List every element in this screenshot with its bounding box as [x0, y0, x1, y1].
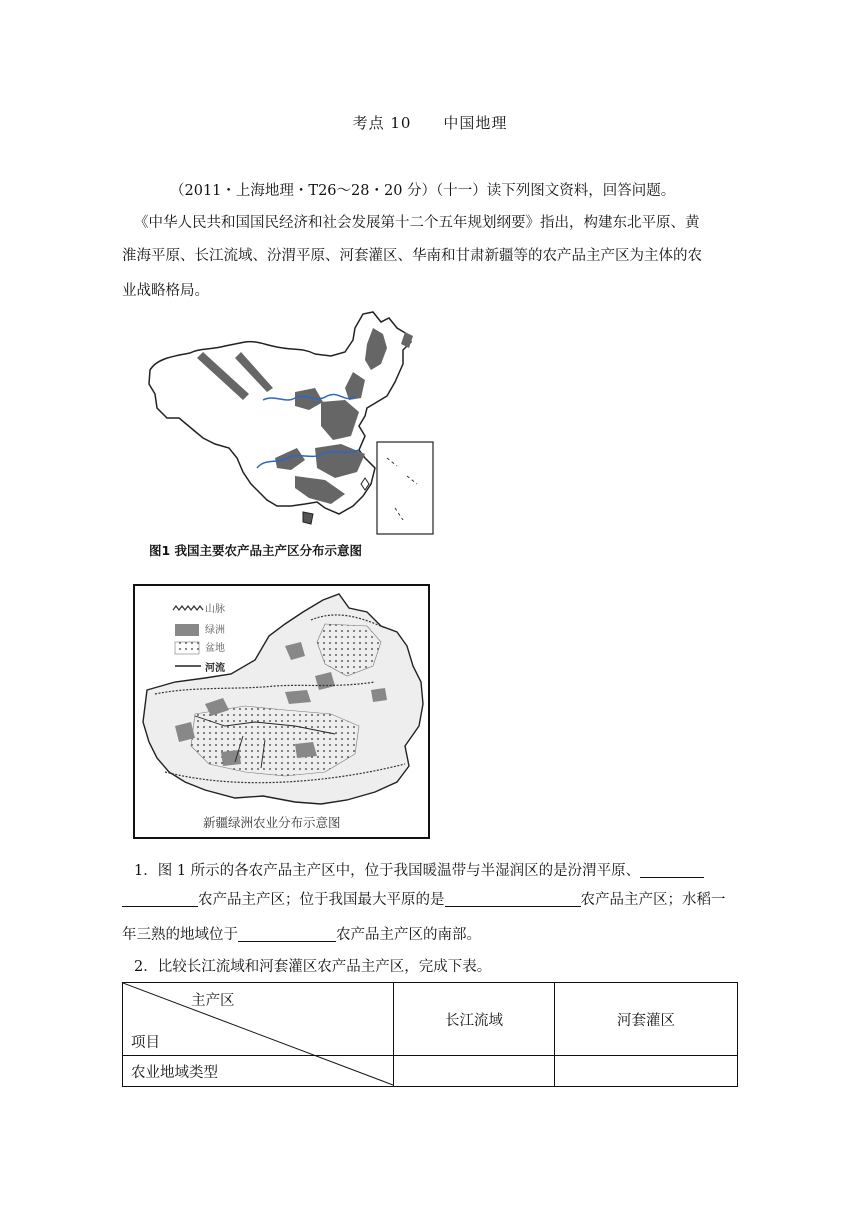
intro-line-3: 业战略格局。	[122, 283, 209, 299]
question2-prompt: 2．比较长江流域和河套灌区农产品主产区，完成下表。	[134, 959, 492, 975]
answer-cell-yangtze[interactable]	[394, 1056, 555, 1087]
answer-blank-3[interactable]	[238, 926, 336, 942]
row-label-agri-type: 农业地域类型	[123, 1056, 394, 1087]
basin-legend-icon	[175, 642, 199, 654]
legend-river-label: 河流	[205, 663, 225, 674]
answer-blank-1b[interactable]	[122, 891, 198, 907]
question-source: （2011・上海地理・T26～28・20 分）（十一）读下列图文资料，回答问题。	[170, 183, 676, 199]
answer-cell-hetao[interactable]	[555, 1056, 738, 1087]
header-yangtze: 长江流域	[394, 983, 555, 1056]
mountain-legend-icon	[173, 606, 203, 610]
figure1-caption: 图1 我国主要农产品主产区分布示意图	[149, 543, 363, 558]
diagonal-header-cell	[123, 983, 394, 1056]
legend-oasis-label: 绿洲	[205, 625, 225, 636]
page-title: 考点 10 中国地理	[352, 114, 508, 132]
comparison-table	[122, 982, 738, 1087]
header-main-area: 主产区	[191, 993, 235, 1009]
header-hetao: 河套灌区	[555, 983, 738, 1056]
intro-line-1: 《中华人民共和国国民经济和社会发展第十二个五年规划纲要》指出，构建东北平原、黄	[134, 215, 700, 231]
question1-line2: 农产品主产区；位于我国最大平原的是 农产品主产区；水稻一	[122, 890, 726, 910]
answer-blank-1a[interactable]	[640, 862, 704, 878]
figure2-caption: 新疆绿洲农业分布示意图	[203, 815, 341, 830]
legend-mountain-label: 山脉	[205, 604, 225, 615]
table-header-row	[123, 983, 738, 1056]
legend-basin-label: 盆地	[205, 643, 225, 654]
xinjiang-oasis-map	[133, 584, 430, 839]
xinjiang-map-drawing	[135, 586, 428, 837]
header-item: 项目	[131, 1035, 160, 1051]
south-china-sea-inset	[377, 442, 433, 534]
answer-blank-2[interactable]	[445, 891, 581, 907]
question1-line1: 1．图 1 所示的各农产品主产区中，位于我国暖温带与半湿润区的是汾渭平原、	[134, 861, 704, 881]
map-legend	[173, 606, 203, 666]
diagonal-line	[123, 983, 393, 1087]
question1-line3: 年三熟的地域位于 农产品主产区的南部。	[122, 927, 481, 943]
intro-line-2: 淮海平原、长江流域、汾渭平原、河套灌区、华南和甘肃新疆等的农产品主产区为主体的农	[122, 248, 702, 264]
china-agri-map	[145, 308, 435, 538]
oasis-legend-icon	[175, 624, 199, 636]
